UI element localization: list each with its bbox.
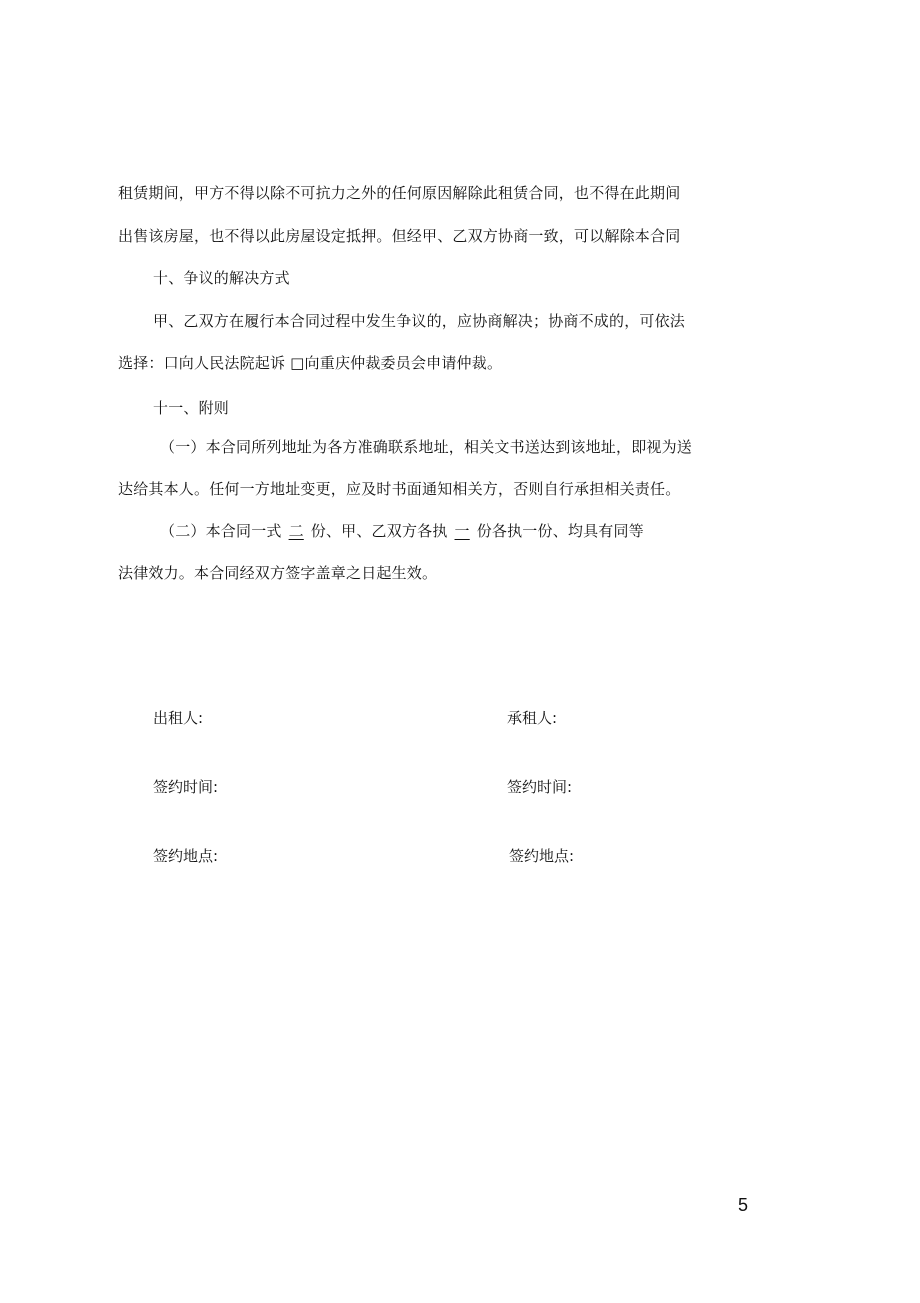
lessor-label: 出租人: xyxy=(153,709,204,727)
copies-each-blank: 一 xyxy=(454,522,470,540)
paragraph-line: 甲、乙双方在履行本合同过程中发生争议的，应协商解决；协商不成的，可依法 xyxy=(153,312,686,330)
paragraph-line: 法律效力。本合同经双方签字盖章之日起生效。 xyxy=(118,564,438,582)
section-title-supplementary: 十一、附则 xyxy=(153,399,230,417)
copies-text-start: （二）本合同一式 xyxy=(160,522,282,540)
paragraph-line: 达给其本人。任何一方地址变更，应及时书面通知相关方，否则自行承担相关责任。 xyxy=(118,480,681,498)
lessee-sign-time-label: 签约时间: xyxy=(507,778,573,796)
lessee-label: 承租人: xyxy=(507,709,558,727)
paragraph-line: 租赁期间，甲方不得以除不可抗力之外的任何原因解除此租赁合同，也不得在此期间 xyxy=(118,184,681,202)
page-number: 5 xyxy=(738,1195,749,1215)
paragraph-line: 选择：口向人民法院起诉 □向重庆仲裁委员会申请仲裁。 xyxy=(118,354,503,372)
paragraph-line-copies xyxy=(160,520,644,542)
copies-text-end: 份各执一份、均具有同等 xyxy=(476,522,644,540)
copies-total-blank: 二 xyxy=(288,522,304,540)
lessee-sign-place-label: 签约地点: xyxy=(509,847,575,865)
lessor-sign-place-label: 签约地点: xyxy=(153,847,219,865)
lessor-sign-time-label: 签约时间: xyxy=(153,778,219,796)
paragraph-line: （一）本合同所列地址为各方准确联系地址，相关文书送达到该地址，即视为送 xyxy=(160,438,693,456)
paragraph-line: 出售该房屋，也不得以此房屋设定抵押。但经甲、乙双方协商一致，可以解除本合同 xyxy=(118,227,681,245)
section-title-dispute-resolution: 十、争议的解决方式 xyxy=(153,269,290,287)
copies-text-middle: 份、甲、乙双方各执 xyxy=(310,522,448,540)
